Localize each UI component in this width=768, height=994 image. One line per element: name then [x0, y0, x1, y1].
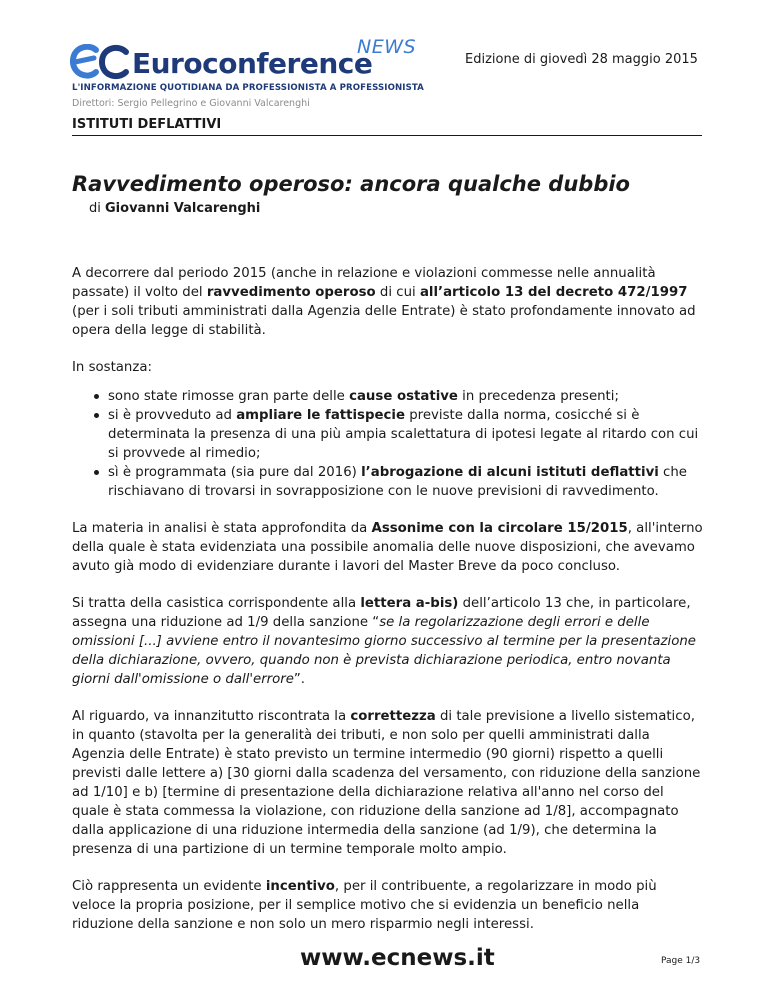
bold-text: lettera a-bis) [360, 596, 459, 611]
bold-text: ampliare le fattispecie [236, 408, 405, 423]
ec-logo-icon [70, 44, 130, 80]
text-run: si è provveduto ad [108, 408, 237, 423]
text-run: Ciò rappresenta un evidente [72, 879, 266, 894]
paragraph-intro [72, 264, 704, 340]
bold-text: all’articolo 13 del decreto 472/1997 [419, 285, 688, 300]
text-run: in precedenza presenti; [457, 389, 619, 404]
bold-text: Assonime con la circolare 15/2015 [371, 521, 628, 536]
text-run: dell’articolo 13 che, in particolare, assegna una riduzione ad 1/9 della sanzione “ [72, 596, 691, 630]
text-run: , all'interno della quale è stata evidenziata una possibile anomalia delle nuove disposizioni, che avevamo avuto già modo di evidenziare durante i lavori del Master Breve da poco concluso. [72, 521, 703, 574]
bold-text: ravvedimento operoso [206, 285, 376, 300]
text-run: In sostanza: [72, 360, 152, 375]
bold-text: incentivo [265, 879, 335, 894]
text-run: sono state rimosse gran parte delle [108, 389, 350, 404]
text-run: Si tratta della casistica corrispondente alla [72, 596, 361, 611]
list-item [108, 387, 704, 406]
summary-list [72, 387, 704, 501]
section-heading: ISTITUTI DEFLATTIVI [72, 117, 702, 136]
text-run: , per il contribuente, a regolarizzare in modo più veloce la propria posizione, per il semplice motivo che si evidenzia un beneficio nella riduzione della sanzione e non solo un mero risparmio negli interessi. [72, 879, 657, 932]
text-run: ”. [293, 672, 306, 687]
text-run: Al riguardo, va innanzitutto riscontrata la [72, 709, 351, 724]
paragraph-lettera-a-bis [72, 594, 704, 689]
list-item [108, 406, 704, 463]
list-item [108, 463, 704, 501]
euroconference-logo [70, 36, 424, 116]
text-run: sì è programmata (sia pure dal 2016) [108, 465, 362, 480]
logo-tagline: L'INFORMAZIONE QUOTIDIANA DA PROFESSIONISTA A PROFESSIONISTA [72, 83, 424, 93]
text-run: di cui [375, 285, 420, 300]
article-body [72, 264, 704, 952]
paragraph-correttezza [72, 707, 704, 859]
text-run: (per i soli tributi amministrati dalla Agenzia delle Entrate) è stato profondamente innovato ad opera della legge di stabilità. [72, 304, 696, 338]
logo-brand-name: Euroconference [132, 47, 373, 80]
byline-prefix: di [89, 201, 101, 216]
author-name: Giovanni Valcarenghi [105, 201, 261, 216]
edition-date: Edizione di giovedì 28 maggio 2015 [465, 52, 698, 67]
article-title: Ravvedimento operoso: ancora qualche dubbio [72, 172, 630, 196]
bold-text: cause ostative [349, 389, 458, 404]
footer-url: www.ecnews.it [300, 945, 495, 971]
byline [89, 201, 260, 216]
page-number: Page 1/3 [661, 956, 701, 966]
text-run: A decorrere dal periodo 2015 (anche in relazione e violazioni commesse nelle annualità passate) il volto del [72, 266, 656, 300]
paragraph-in-sostanza [72, 358, 704, 377]
text-run: previste dalla norma, cosicché si è determinata la presenza di una più ampia scalettatura di ipotesi legate al ritardo con cui si provvede al rimedio; [108, 408, 699, 461]
logo-news-label: NEWS [357, 36, 417, 58]
paragraph-assonime [72, 519, 704, 576]
paragraph-incentivo [72, 877, 704, 934]
text-run: di tale previsione a livello sistematico, in quanto (stavolta per la generalità dei tributi, e non solo per quelli amministrati dalla Agenzia delle Entrate) è stato previsto un termine intermedio (90 giorni) rispetto a quelli previsti dalle lettere a) [30 giorni dalla scadenza del versamento, con riduzione della sanzione ad 1/10] e b) [termine di presentazione della dichiarazione relativa all'anno nel corso del quale è stata commessa la violazione, con riduzione della sanzione ad 1/8], accompagnato dalla applicazione di una riduzione intermedia della sanzione (ad 1/9), che determina la presenza di una partizione di un termine temporale molto ampio. [72, 709, 701, 857]
text-run: La materia in analisi è stata approfondita da [72, 521, 372, 536]
italic-quote: se la regolarizzazione degli errori e delle omissioni [...] avviene entro il novantesimo giorno successivo al termine per la presentazione della dichiarazione, ovvero, quando non è prevista dichiarazione periodica, entro novanta giorni dall'omissione o dall'errore [72, 615, 696, 687]
text-run: che rischiavano di trovarsi in sovrapposizione con le nuove previsioni di ravvedimento. [108, 465, 687, 499]
bold-text: correttezza [350, 709, 436, 724]
logo-directors: Direttori: Sergio Pellegrino e Giovanni Valcarenghi [72, 98, 310, 109]
bold-text: l’abrogazione di alcuni istituti deflattivi [361, 465, 659, 480]
